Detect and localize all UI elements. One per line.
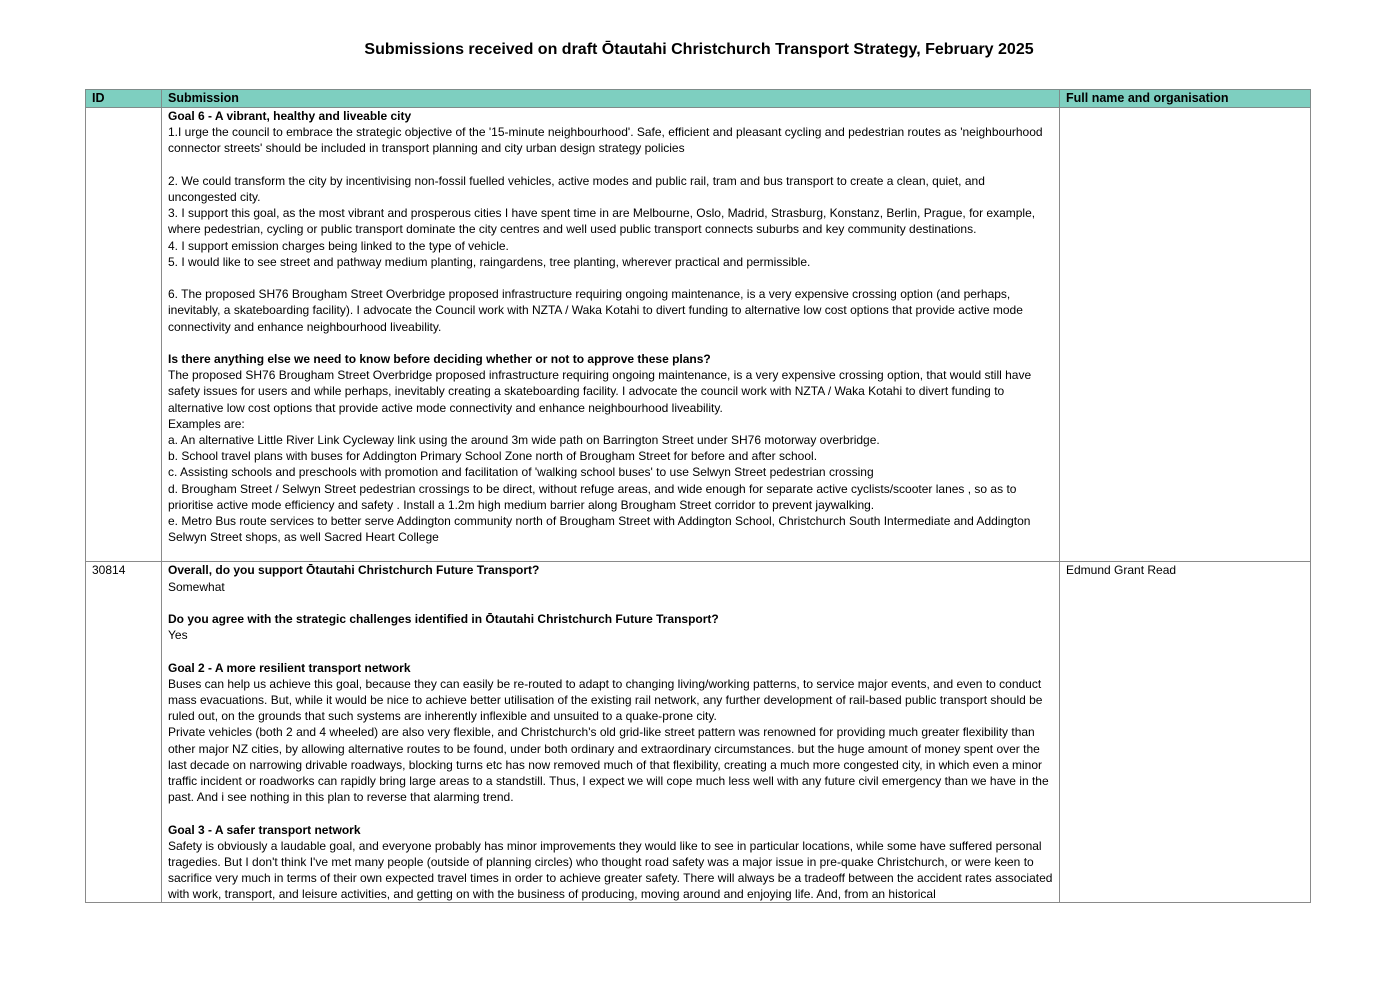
- goal6-heading: Goal 6 - A vibrant, healthy and liveable city: [168, 109, 412, 123]
- example-c: c. Assisting schools and preschools with promotion and facilitation of 'walking school buses' to use Selwyn Street pedestrian crossing: [168, 465, 874, 480]
- goal6-point-2: 2. We could transform the city by incentivising non-fossil fuelled vehicles, active modes and public rail, tram and bus transport to create a clean, quiet, and uncongested city.: [168, 173, 985, 204]
- row2-id: 30814: [86, 562, 162, 903]
- example-b: b. School travel plans with buses for Addington Primary School Zone north of Brougham Street for before and after school.: [168, 449, 818, 464]
- example-a: a. An alternative Little River Link Cycleway link using the around 3m wide path on Barrington Street under SH76 motorway overbridge.: [168, 433, 880, 448]
- goal3-paragraph-1: Safety is obviously a laudable goal, and everyone probably has minor improvements they would like to see in particular locations, while some have suffered personal tragedies. But I don't think I've met many people (outside of planning circles) who thought road safety was a major issue in pre-quake Christchurch, or were keen to sacrifice very much in terms of their own expected travel times in order to achieve greater safety. There will always be a tradeoff between the accident rates associated with work, transport, and leisure activities, and getting on with the business of producing, moving around and enjoying life. And, from an historical: [168, 838, 1053, 902]
- goal6-point-1: 1.I urge the council to embrace the strategic objective of the '15-minute neighbourhood'. Safe, efficient and pleasant cycling and pedestrian routes as 'neighbourhood connector streets' should be included in transport planning and city urban design strategy policies: [168, 125, 1043, 156]
- answer-support: Somewhat: [168, 579, 225, 594]
- table-row: [86, 108, 1311, 562]
- goal3-heading: Goal 3 - A safer transport network: [168, 822, 361, 837]
- examples-label: Examples are:: [168, 416, 245, 431]
- goal2-paragraph-2: Private vehicles (both 2 and 4 wheeled) are also very flexible, and Christchurch's old grid-like street pattern was renowned for providing much greater flexibility than other major NZ cities, by allowing alternative routes to be found, under both ordinary and extraordinary circumstances. but the huge amount of money spent over the last decade on narrowing drivable roadways, blocking turns etc has now removed much of that flexibility, creating a much more congested city, in which even a minor traffic incident or roadworks can rapidly bring large areas to a standstill. Thus, I expect we will cope much less well with any future civil emergency than we have in the past. And i see nothing in this plan to reverse that alarming trend.: [168, 725, 1049, 805]
- header-name: Full name and organisation: [1060, 90, 1311, 108]
- row1-submission: [162, 108, 1060, 562]
- goal2-heading: Goal 2 - A more resilient transport network: [168, 660, 411, 675]
- goal6-point-6: 6. The proposed SH76 Brougham Street Overbridge proposed infrastructure requiring ongoing maintenance, is a very expensive crossing option (and perhaps, inevitably, a skateboarding facility). I advocate the Council work with NZTA / Waka Kotahi to divert funding to alternative low cost options that provide active mode connectivity and enhance neighbourhood liveability.: [168, 287, 1023, 334]
- goal6-point-4: 4. I support emission charges being linked to the type of vehicle.: [168, 238, 509, 253]
- submissions-table: [85, 89, 1311, 903]
- page-title: Submissions received on draft Ōtautahi Christchurch Transport Strategy, February 2025: [364, 41, 1034, 58]
- header-submission: Submission: [162, 90, 1060, 108]
- goal6-point-5: 5. I would like to see street and pathway medium planting, raingardens, tree planting, wherever practical and permissible.: [168, 254, 811, 269]
- goal2-paragraph-1: Buses can help us achieve this goal, because they can easily be re-routed to adapt to changing living/working patterns, to service major events, and even to conduct mass evacuations. But, while it would be nice to achieve better utilisation of the existing rail network, any further development of rail-based public transport should be ruled out, on the grounds that such systems are inherently inflexible and unsuited to a quake-prone city.: [168, 676, 1043, 724]
- row1-id: [86, 108, 162, 562]
- question-anything-else: Is there anything else we need to know before deciding whether or not to approve these plans?: [168, 352, 711, 366]
- answer-anything-else: The proposed SH76 Brougham Street Overbridge proposed infrastructure requiring ongoing maintenance, is a very expensive crossing option, that would still have safety issues for users and while perhaps, inevitably creating a skateboarding facility. I advocate the council work with NZTA / Waka Kotahi to divert funding to alternative low cost options that provide active mode connectivity and enhance neighbourhood liveability.: [168, 368, 1032, 415]
- question-support: Overall, do you support Ōtautahi Christchurch Future Transport?: [168, 563, 540, 578]
- question-challenges: Do you agree with the strategic challenges identified in Ōtautahi Christchurch Future Transport?: [168, 612, 719, 627]
- row1-name: [1060, 108, 1311, 562]
- goal6-point-3: 3. I support this goal, as the most vibrant and prosperous cities I have spent time in are Melbourne, Oslo, Madrid, Strasburg, Konstanz, Berlin, Prague, for example, where pedestrian, cycling or public transport dominate the city centres and well used public transport connects suburbs and key community destinations.: [168, 206, 1036, 237]
- row2-name: Edmund Grant Read: [1060, 562, 1311, 903]
- row2-submission: [162, 562, 1060, 903]
- table-header-row: [86, 90, 1311, 108]
- table-row: [86, 562, 1311, 903]
- header-id: ID: [86, 90, 162, 108]
- example-e: e. Metro Bus route services to better serve Addington community north of Brougham Street with Addington School, Christchurch South Intermediate and Addington Selwyn Street shops, as well Sacred Heart College: [168, 514, 1031, 545]
- example-d: d. Brougham Street / Selwyn Street pedestrian crossings to be direct, without refuge areas, and wide enough for separate active cyclists/scooter lanes , so as to prioritise active mode efficiency and safety . Install a 1.2m high medium barrier along Brougham Street corridor to prevent jaywalking.: [168, 481, 1017, 512]
- answer-challenges: Yes: [168, 628, 188, 643]
